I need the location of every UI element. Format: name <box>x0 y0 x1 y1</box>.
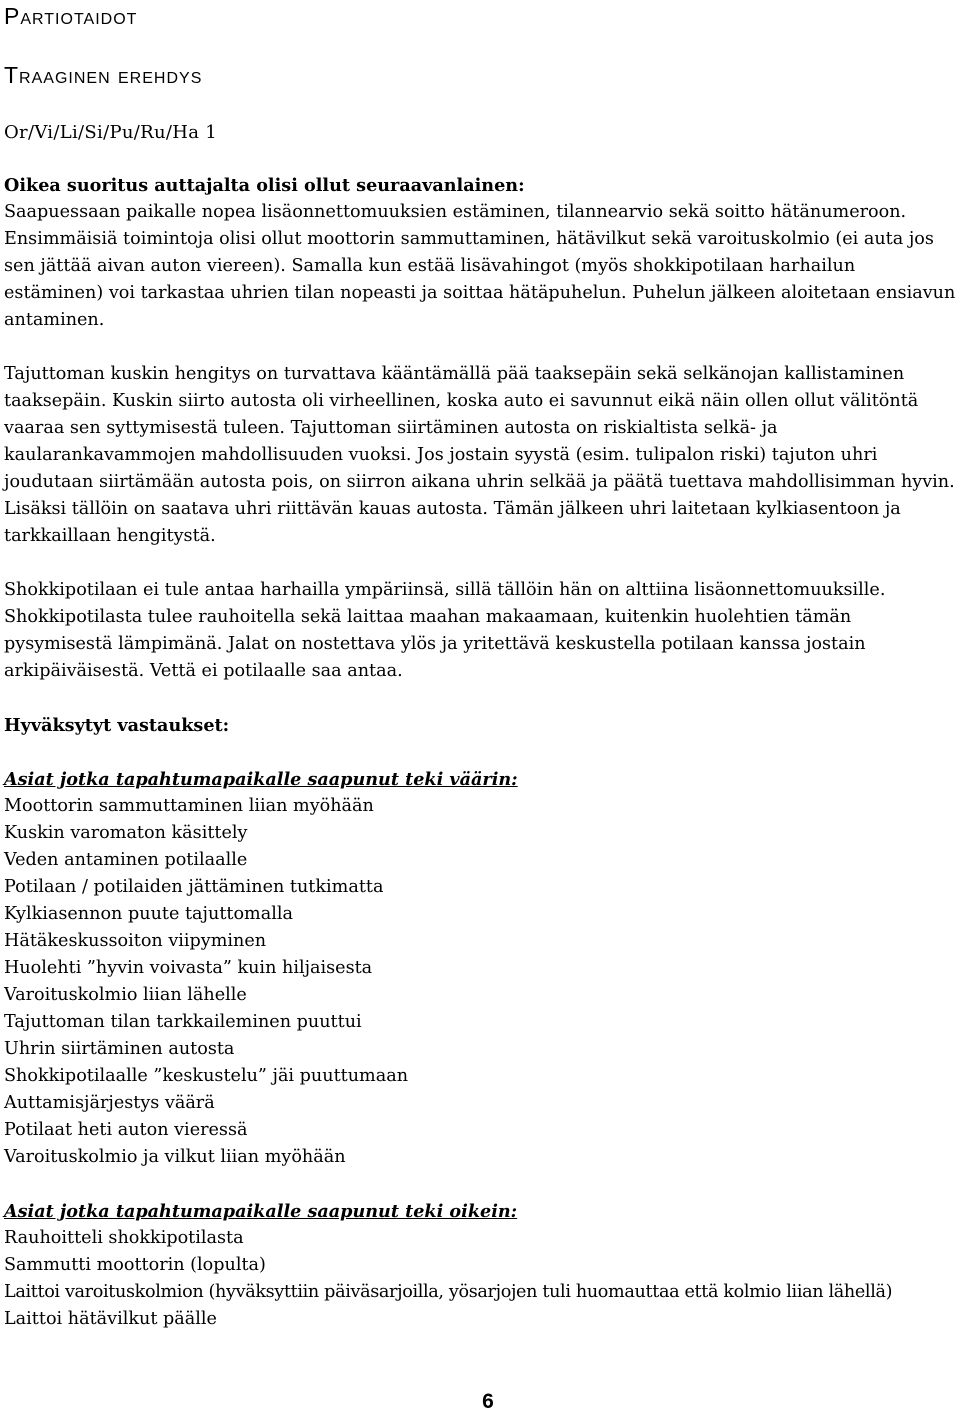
wrong-actions-list <box>4 793 960 1171</box>
list-item: Tajuttoman tilan tarkkaileminen puuttui <box>4 1012 362 1032</box>
paragraph-unconscious-driver: Tajuttoman kuskin hengitys on turvattava kääntämällä pää taaksepäin sekä selkänojan kallistaminen taaksepäin. Kuskin siirto autosta oli virheellinen, koska auto ei savunnut eikä näin ollen ollut välitöntä vaaraa sen syttymisestä tuleen. Tajuttoman siirtäminen autosta on riskialtista selkä- ja kaularankavammojen mahdollisuuden vuoksi. Jos jostain syystä (esim. tulipalon riski) tajuton uhri joudutaan siirtämään autosta pois, on siirron aikana uhrin selkää ja päätä tuettava mahdollisimman hyvin. Lisäksi tällöin on saatava uhri riittävän kauas autosta. Tämän jälkeen uhri laitetaan kylkiasentoon ja tarkkaillaan hengitystä. <box>4 364 955 546</box>
correct-answer-heading: Oikea suoritus auttajalta olisi ollut seuraavanlainen: <box>4 175 525 196</box>
list-item: Rauhoitteli shokkipotilasta <box>4 1228 244 1248</box>
right-actions-list <box>4 1225 960 1333</box>
list-item: Moottorin sammuttaminen liian myöhään <box>4 796 374 816</box>
paragraph-first-actions: Saapuessaan paikalle nopea lisäonnettomuuksien estäminen, tilannearvio sekä soitto hätänumeroon. Ensimmäisiä toimintoja olisi ollut moottorin sammuttaminen, hätävilkut sekä varoituskolmio (ei auta jos sen jättää aivan auton viereen). Samalla kun estää lisävahingot (myös shokkipotilaan harhailun estäminen) voi tarkastaa uhrien tilan nopeasti ja soittaa hätäpuhelun. Puhelun jälkeen aloitetaan ensiavun antaminen. <box>4 202 956 330</box>
list-item: Laittoi varoituskolmion (hyväksyttiin päiväsarjoilla, yösarjojen tuli huomauttaa että kolmio liian lähellä) <box>4 1282 893 1302</box>
section-title: Partiotaidot <box>4 3 138 29</box>
list-item: Laittoi hätävilkut päälle <box>4 1309 217 1329</box>
series-code: Or/Vi/Li/Si/Pu/Ru/Ha 1 <box>4 122 218 143</box>
right-actions-heading: Asiat jotka tapahtumapaikalle saapunut teki oikein: <box>4 1201 518 1222</box>
list-item: Sammutti moottorin (lopulta) <box>4 1255 266 1275</box>
list-item: Uhrin siirtäminen autosta <box>4 1039 235 1059</box>
list-item: Kylkiasennon puute tajuttomalla <box>4 904 293 924</box>
list-item: Potilaat heti auton vieressä <box>4 1120 248 1140</box>
list-item: Kuskin varomaton käsittely <box>4 823 248 843</box>
wrong-actions-heading: Asiat jotka tapahtumapaikalle saapunut teki väärin: <box>4 769 518 790</box>
accepted-answers-heading: Hyväksytyt vastaukset: <box>4 715 230 736</box>
list-item: Varoituskolmio ja vilkut liian myöhään <box>4 1147 346 1167</box>
list-item: Hätäkeskussoiton viipyminen <box>4 931 267 951</box>
list-item: Potilaan / potilaiden jättäminen tutkimatta <box>4 877 384 897</box>
paragraph-shock-patient: Shokkipotilaan ei tule antaa harhailla ympäriinsä, sillä tällöin hän on alttiina lisäonnettomuuksille. Shokkipotilasta tulee rauhoitella sekä laittaa maahan makaamaan, kuitenkin huolehtien tämän pysymisestä lämpimänä. Jalat on nostettava ylös ja yritettävä keskustella potilaan kanssa jostain arkipäiväisestä. Vettä ei potilaalle saa antaa. <box>4 580 886 681</box>
body-content <box>4 172 960 1333</box>
page-number: 6 <box>482 1390 494 1413</box>
list-item: Auttamisjärjestys väärä <box>4 1093 215 1113</box>
list-item: Huolehti ”hyvin voivasta” kuin hiljaisesta <box>4 958 373 978</box>
list-item: Veden antaminen potilaalle <box>4 850 248 870</box>
document-subtitle: Traaginen erehdys <box>4 62 203 88</box>
list-item: Varoituskolmio liian lähelle <box>4 985 247 1005</box>
list-item: Shokkipotilaalle ”keskustelu” jäi puuttumaan <box>4 1066 409 1086</box>
